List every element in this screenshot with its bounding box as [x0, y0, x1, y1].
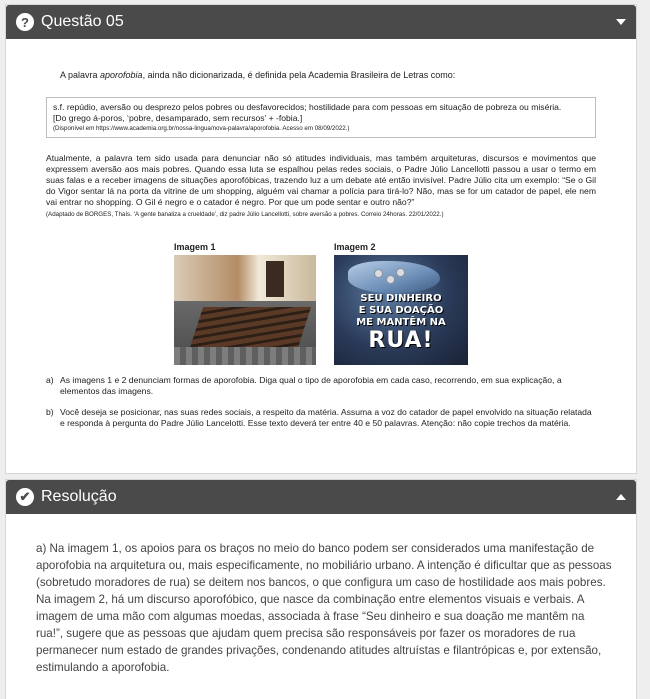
question-body [6, 70, 636, 429]
check-circle-icon: ✔ [16, 488, 34, 506]
resolution-card [5, 479, 637, 699]
figure-2 [334, 242, 468, 365]
definition-source: (Disponível em https://www.academia.org.br/nossa-lingua/nova-palavra/aporofobia. Acesso em 08/09/2022.) [53, 125, 350, 132]
paragraph-source: (Adaptado de BORGES, Thaís. ‘A gente banaliza a crueldade’, diz padre Júlio Lancellotti, sobre aversão a pobres. Correio 24horas. 22/01/2022.) [46, 211, 444, 218]
item-b: b) Você deseja se posicionar, nas suas redes sociais, a respeito da matéria. Assuma a voz do catador de papel envolvido na situação relatada e responda à pergunta do Padre Júlio Lancelotti. Esse texto deverá ter entre 40 e 50 palavras. Atenção: não copie trechos da matéria. [46, 407, 592, 428]
figures [46, 242, 596, 365]
definition-line-1: s.f. repúdio, aversão ou desprezo pelos pobres ou desfavorecidos; hostilidade para com pessoas em situação de pobreza ou miséria. [53, 102, 562, 112]
question-card [5, 4, 637, 474]
intro-italic: aporofobia [100, 70, 143, 80]
question-title: Questão 05 [41, 13, 124, 30]
item-a: a) As imagens 1 e 2 denunciam formas de aporofobia. Diga qual o tipo de aporofobia em cada caso, recorrendo, em sua explicação, a elementos das imagens. [46, 375, 562, 396]
question-header[interactable] [6, 5, 636, 39]
definition-box [46, 97, 596, 138]
question-items [46, 375, 596, 429]
resolution-body [6, 514, 636, 676]
context-paragraph: Atualmente, a palavra tem sido usada para denunciar não só atitudes individuais, mas também arquiteturas, discursos e movimentos que expressem aversão aos mais pobres. Quando essa luta se espalhou pelas redes sociais, o Padre Júlio Lancellotti passou a usar o termo em suas falas e a receber imagens de situações aporofóbicas, trazendo luz a um debate até então invisível. Padre Júlio cita um exemplo: “Se o Gil do Vigor sentar lá na porta da vitrine de um shopping, alguém vai chamar a polícia para tirá-lo? Não, mas se for um catador de papel, ele nem vai entrar no shopping. O Gil é negro e o catador é negro. Por que um pode sentar e outro não?” (Adaptado de BORGES, Thaís. ‘A gente banaliza a crueldade’, diz padre Júlio Lancellotti, sobre aversão a pobres. Correio 24horas. 22/01/2022.) [46, 153, 596, 218]
figure-1 [174, 242, 316, 365]
caret-down-icon[interactable] [616, 19, 626, 25]
question-circle-icon: ? [16, 13, 34, 31]
resolution-header[interactable] [6, 480, 636, 514]
resolution-paragraph-2: Na imagem 2, há um discurso aporofóbico, que nasce da combinação entre elementos visuais e verbais. A imagem de uma mão com algumas moedas, associada à frase “Seu dinheiro e sua doação me mantêm na rua!”, sugere que as pessoas que ajudam quem precisa são responsáveis por fazer os moradores de rua permanecer num estado de grandes privações, condenando atitudes altruístas e filantrópicas e, por extensão, estimulando a aporofobia. [36, 593, 602, 674]
bench-image [174, 255, 316, 365]
figure-1-label: Imagem 1 [174, 242, 216, 252]
resolution-title: Resolução [41, 488, 117, 505]
resolution-paragraph-1: a) Na imagem 1, os apoios para os braços no meio do banco podem ser considerados uma manifestação de aporofobia na arquitetura ou, mais especificamente, no mobiliário urbano. A intenção é dificultar que as pessoas (sobretudo moradores de rua) se deitem nos bancos, o que configura um caso de hostilidade aos mais pobres. [36, 542, 612, 589]
caret-up-icon[interactable] [616, 494, 626, 500]
definition-line-2: [Do grego á-poros, ‘pobre, desamparado, sem recursos’ + -fobia.] [53, 113, 303, 123]
figure-2-label: Imagem 2 [334, 242, 376, 252]
question-intro: A palavra aporofobia, ainda não dicionarizada, é definida pela Academia Brasileira de Letras como: [60, 70, 456, 80]
image-2-caption: SEU DINHEIRO E SUA DOAÇÃO ME MANTÊM NA RUA! [356, 293, 446, 353]
hand-coins-image [334, 255, 468, 365]
